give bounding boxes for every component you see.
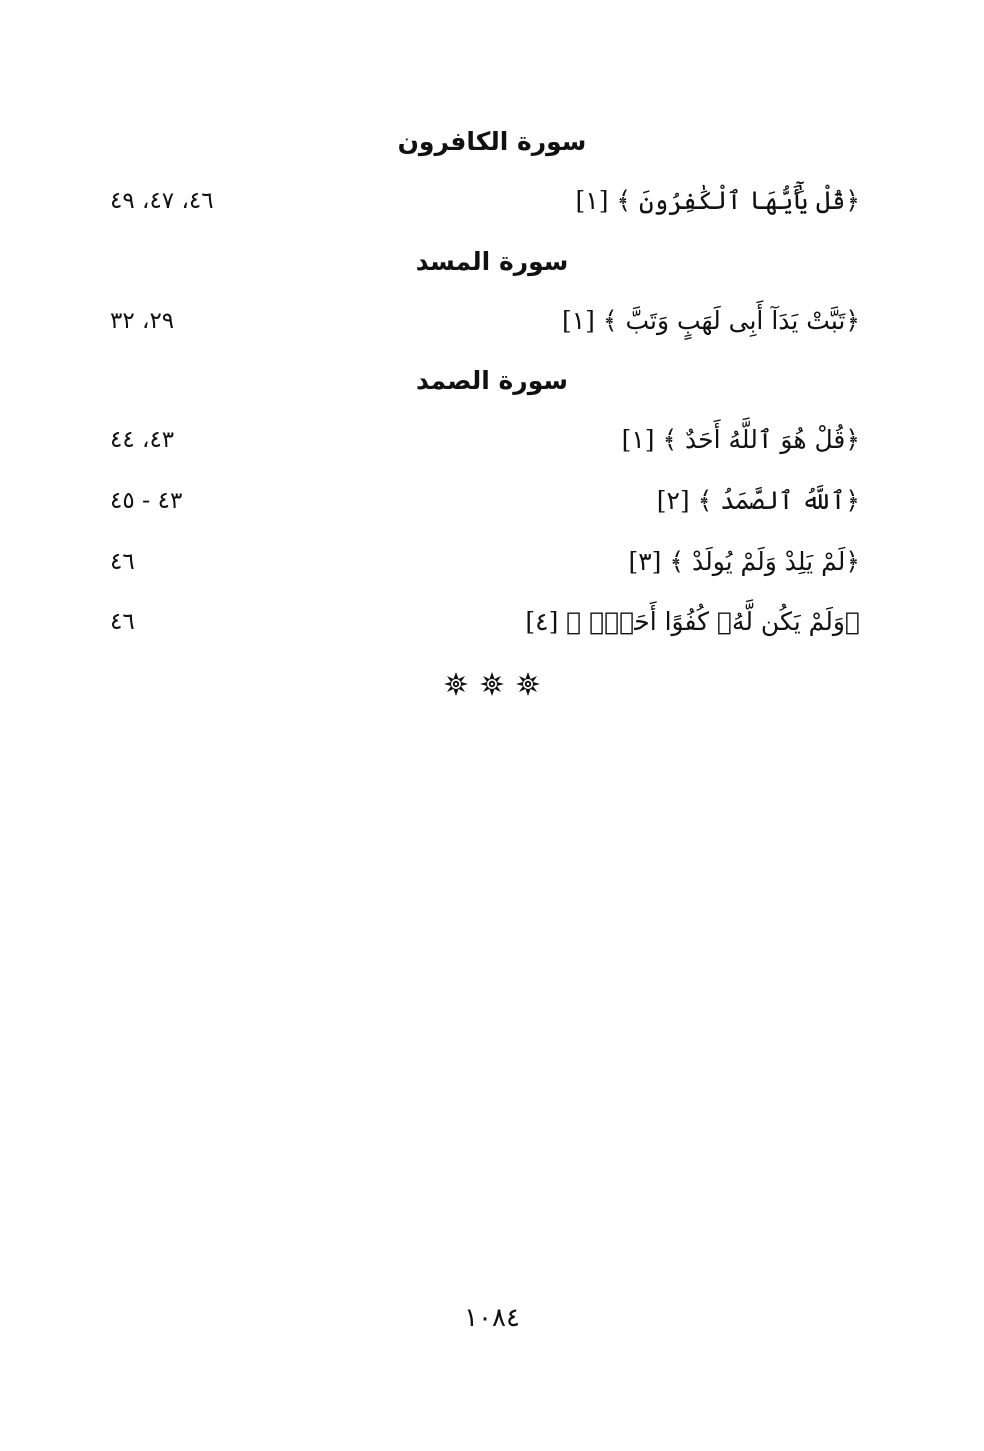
verse-text: ﴿ٱللَّهُ ٱلصَّمَدُ ﴾ [٢] [656, 486, 860, 515]
verse-page-refs: ٢٩، ٣٢ [110, 308, 175, 334]
verse-row [0, 181, 984, 221]
verse-page-refs: ٤٦ [110, 609, 135, 635]
verse-page-refs: ٤٣ - ٤٥ [110, 488, 183, 514]
verse-page-refs: ٤٦ [110, 549, 135, 575]
page-number: ١٠٨٤ [464, 1303, 520, 1333]
surah-title-al-masad: سورة المسد [415, 247, 569, 276]
verse-text: ﴿لَمْ يَلِدْ وَلَمْ يُولَدْ ﴾ [٣] [628, 547, 860, 576]
verse-row [0, 301, 984, 341]
verse-text: ﴿وَلَمْ يَكُن لَّهُۥ كُفُوًا أَحَدٌۢ ﴾ [٤] [525, 607, 860, 636]
section-divider-ornaments [0, 664, 984, 704]
surah-title-al-kafirun: سورة الكافرون [397, 127, 587, 156]
verse-row [0, 481, 984, 521]
floral-star-icon [443, 671, 469, 697]
verse-row [0, 602, 984, 642]
surah-title-as-samad: سورة الصمد [416, 366, 568, 395]
verse-page-refs: ٤٦، ٤٧، ٤٩ [110, 188, 214, 214]
verse-text: ﴿قُلْ هُوَ ٱللَّهُ أَحَدٌ ﴾ [١] [621, 425, 860, 454]
verse-text: ﴿قُلْ يَٰٓأَيُّهَا ٱلْكَٰفِرُونَ ﴾ [١] [575, 186, 860, 215]
floral-star-icon [479, 671, 505, 697]
floral-star-icon [515, 671, 541, 697]
verse-text: ﴿تَبَّتْ يَدَآ أَبِى لَهَبٍ وَتَبَّ ﴾ [١] [561, 306, 860, 335]
verse-row [0, 420, 984, 460]
verse-page-refs: ٤٣، ٤٤ [110, 427, 175, 453]
verse-row [0, 542, 984, 582]
